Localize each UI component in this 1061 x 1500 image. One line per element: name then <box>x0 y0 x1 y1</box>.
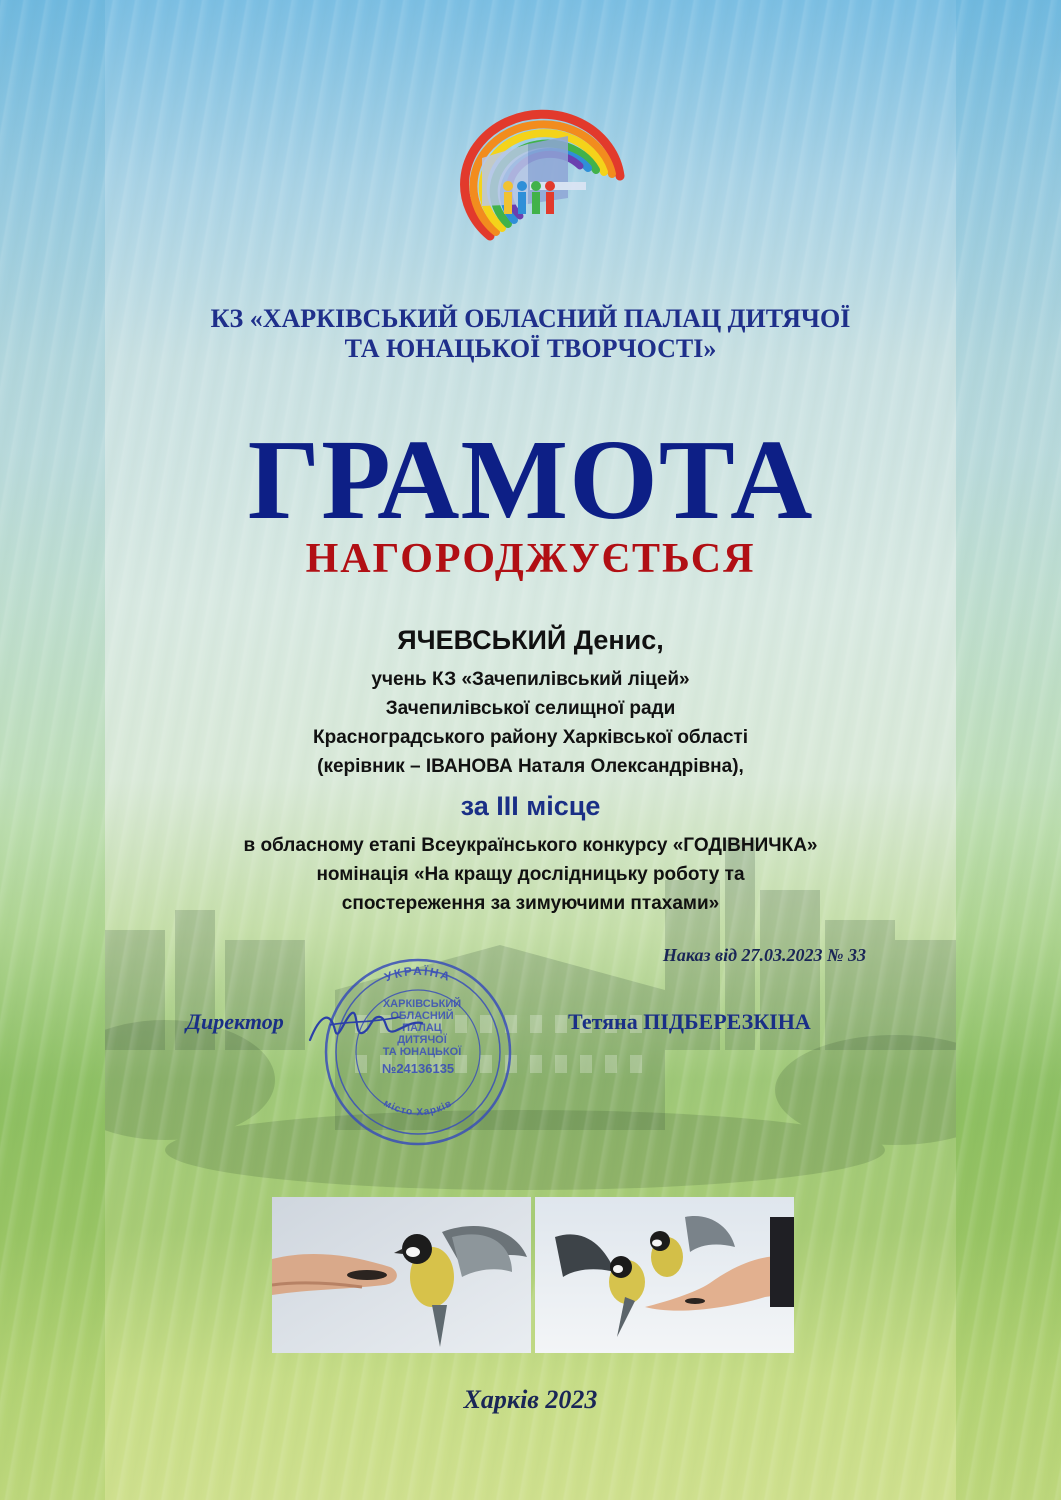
palace-rainbow-logo <box>430 86 630 246</box>
certificate-title: ГРАМОТА <box>247 416 814 543</box>
contest-description <box>120 831 941 918</box>
svg-text:місто Харків <box>382 1098 455 1118</box>
director-label: Директор <box>186 1009 284 1034</box>
organization-line-2: ТА ЮНАЦЬКОЇ ТВОРЧОСТІ» <box>344 334 717 363</box>
photo-titmice-on-hand-right <box>535 1197 794 1353</box>
svg-text:ПАЛАЦ: ПАЛАЦ <box>402 1022 442 1034</box>
certificate-subtitle: НАГОРОДЖУЄТЬСЯ <box>305 536 756 582</box>
organization-line-1: КЗ «ХАРКІВСЬКИЙ ОБЛАСНИЙ ПАЛАЦ ДИТЯЧОЇ <box>210 304 851 333</box>
contest-line-1: в обласному етапі Всеукраїнського конкурсу «ГОДІВНИЧКА» <box>243 835 818 856</box>
photo-titmouse-on-hand-left <box>272 1197 531 1353</box>
svg-text:ОБЛАСНИЙ: ОБЛАСНИЙ <box>390 1010 454 1022</box>
order-reference: Наказ від 27.03.2023 № 33 <box>662 945 866 965</box>
organization-name <box>120 304 941 364</box>
director-name: Тетяна ПІДБЕРЕЗКІНА <box>568 1009 811 1034</box>
award-place: за ІІІ місце <box>460 791 601 821</box>
stamp-bottom-text: місто Харків <box>381 1097 455 1119</box>
awardee-details <box>120 665 941 781</box>
svg-text:ДИТЯЧОЇ: ДИТЯЧОЇ <box>397 1034 447 1046</box>
place-and-year: Харків 2023 <box>463 1385 598 1414</box>
contest-line-2: номінація «На кращу дослідницьку роботу та <box>316 864 745 885</box>
stamp-top-text: УКРАЇНА <box>382 963 454 985</box>
svg-text:ХАРКІВСЬКИЙ: ХАРКІВСЬКИЙ <box>382 998 462 1010</box>
awardee-region: Красноградського району Харківської області <box>313 727 748 748</box>
bird-photos <box>272 1197 794 1353</box>
awardee-supervisor: (керівник – ІВАНОВА Наталя Олександрівна), <box>317 756 744 777</box>
awardee-council: Зачепилівської селищної ради <box>385 698 676 719</box>
contest-line-3: спостереження за зимуючими птахами» <box>341 893 720 914</box>
awardee-school: учень КЗ «Зачепилівський ліцей» <box>371 669 690 690</box>
svg-text:ТА ЮНАЦЬКОЇ: ТА ЮНАЦЬКОЇ <box>382 1046 462 1058</box>
stamp-code: №24136135 <box>381 1061 455 1076</box>
director-signature <box>300 995 430 1055</box>
awardee-name: ЯЧЕВСЬКИЙ Денис, <box>397 625 664 655</box>
svg-text:УКРАЇНА <box>382 963 453 984</box>
